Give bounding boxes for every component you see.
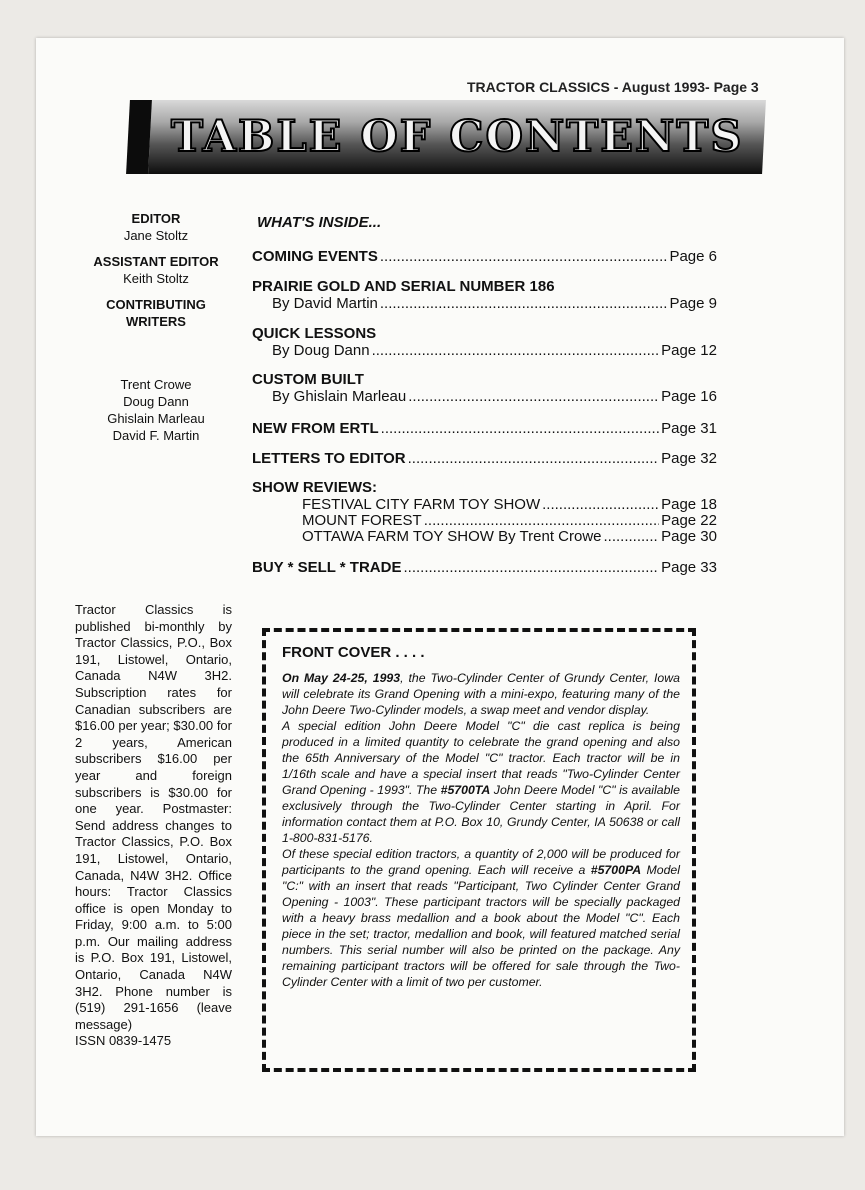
toc-entry-byline: By Doug Dann bbox=[272, 342, 370, 359]
front-cover-text: Model "C:" with an insert that reads "Participant, Two Cylinder Center Grand Opening - 1003". These participant tractors will be specially packaged with a heavy brass medallion and a book about the Model "C". Each piece in the set; tractor, medallion and book, will featured matched serial numbers. This serial number will also be printed on the package. Any remaining participant tractors will be offered for sale through the Two-Cylinder Center with a limit of two per customer. bbox=[282, 863, 680, 989]
toc-entry-page: Page 16 bbox=[661, 388, 717, 405]
contributing-role-line2: WRITERS bbox=[126, 314, 186, 329]
contributing-writers-role bbox=[76, 296, 236, 330]
toc-entry-page: Page 9 bbox=[669, 295, 717, 312]
whats-inside-heading: WHAT'S INSIDE... bbox=[257, 214, 382, 231]
title-banner bbox=[126, 100, 766, 174]
issn: ISSN 0839-1475 bbox=[75, 1033, 172, 1049]
toc-entry-quick-lessons-title[interactable]: QUICK LESSONS bbox=[252, 325, 377, 342]
model-code: #5700PA bbox=[590, 863, 642, 877]
writer-name: David F. Martin bbox=[112, 428, 200, 443]
front-cover-text: A special edition John Deere Model "C" die cast replica is being produced in a limited quantity to celebrate the grand opening and also the 65th Anniversary of the Model "C" tractor. Each tractor will be in 1/16th scale and have a special insert that reads "Two-Cylinder Center Grand Opening - 1993". The bbox=[282, 719, 680, 797]
contributing-role-line1: CONTRIBUTING bbox=[106, 297, 206, 312]
running-head: TRACTOR CLASSICS - August 1993- Page 3 bbox=[467, 79, 759, 95]
toc-entry-label: MOUNT FOREST bbox=[302, 512, 422, 529]
front-cover-date: On May 24-25, 1993 bbox=[282, 671, 401, 685]
front-cover-paragraph bbox=[282, 846, 680, 990]
toc-entry-label: FESTIVAL CITY FARM TOY SHOW bbox=[302, 496, 541, 513]
toc-entry-byline: By David Martin bbox=[272, 295, 378, 312]
front-cover-text: , the Two-Cylinder Center of Grundy Center, Iowa will celebrate its Grand Opening with a mini-expo, featuring many of the John Deere Two-Cylinder models, a swap meet and vendor display. bbox=[282, 671, 680, 717]
front-cover-paragraph bbox=[282, 718, 680, 846]
front-cover-paragraph bbox=[282, 670, 680, 718]
toc-entry-label: COMING EVENTS bbox=[252, 248, 378, 265]
front-cover-text: John Deere Model "C" is available exclusively through the Two-Cylinder Center starting in April. For information contact them at P.O. Box 10, Grundy Center, IA 50638 or call 1-800-831-5176. bbox=[282, 783, 680, 845]
toc-entry-page: Page 31 bbox=[661, 420, 717, 437]
toc-entry-page: Page 6 bbox=[669, 248, 717, 265]
editor-role: EDITOR bbox=[131, 211, 181, 226]
toc-entry-prairie-gold[interactable] bbox=[252, 295, 717, 313]
writer-name: Ghislain Marleau bbox=[107, 411, 205, 426]
toc-entry-new-from-ertl[interactable] bbox=[252, 420, 717, 438]
model-code: #5700TA bbox=[440, 783, 491, 797]
toc-entry-buy-sell-trade[interactable] bbox=[252, 559, 717, 577]
toc-show-reviews-heading: SHOW REVIEWS: bbox=[252, 479, 378, 496]
toc-entry-byline: By Ghislain Marleau bbox=[272, 388, 407, 405]
toc-entry-custom-built[interactable] bbox=[252, 388, 717, 406]
staff-masthead bbox=[76, 210, 236, 444]
publication-colophon bbox=[75, 602, 232, 1050]
assistant-editor-name: Keith Stoltz bbox=[123, 271, 189, 286]
toc-entry-label: OTTAWA FARM TOY SHOW By Trent Crowe bbox=[302, 528, 602, 545]
toc-entry-page: Page 33 bbox=[661, 559, 717, 576]
writer-name: Doug Dann bbox=[123, 394, 189, 409]
assistant-editor-role: ASSISTANT EDITOR bbox=[93, 254, 219, 269]
toc-entry-label: NEW FROM ERTL bbox=[252, 420, 379, 437]
toc-entry-prairie-gold-title[interactable]: PRAIRIE GOLD AND SERIAL NUMBER 186 bbox=[252, 278, 555, 295]
toc-entry-coming-events[interactable] bbox=[252, 248, 717, 266]
toc-entry-page: Page 30 bbox=[661, 528, 717, 545]
colophon-text: Tractor Classics is published bi-monthly by Tractor Classics, P.O., Box 191, Listowel, Ontario, Canada N4W 3H2. Subscription rates for Canadian subscribers are $16.00 per year; $30.00 for 2 years, American subscribers $16.00 per year and foreign subscribers is $30.00 for one year. Postmaster: Send address changes to Tractor Classics, P.O. Box 191, Listowel, Ontario, Canada, N4W 3H2. Office hours: Tractor Classics office is open Monday to Friday, 9:00 a.m. to 5:00 p.m. Our mailing address is P.O. Box 191, Listowel, Ontario, Canada N4W 3H2. Phone number is (519) 291-1656 (leave message) bbox=[75, 602, 232, 1032]
front-cover-title: FRONT COVER . . . . bbox=[282, 644, 425, 661]
writer-name: Trent Crowe bbox=[120, 377, 192, 392]
toc-entry-quick-lessons[interactable] bbox=[252, 342, 717, 360]
toc-entry-custom-built-title[interactable]: CUSTOM BUILT bbox=[252, 371, 364, 388]
toc-entry-letters[interactable] bbox=[252, 450, 717, 468]
toc-entry-page: Page 22 bbox=[661, 512, 717, 529]
toc-entry-label: BUY * SELL * TRADE bbox=[252, 559, 402, 576]
front-cover-body bbox=[282, 670, 680, 990]
toc-entry-page: Page 18 bbox=[661, 496, 717, 513]
banner-title: TABLE OF CONTENTS bbox=[170, 112, 744, 162]
toc-entry-label: LETTERS TO EDITOR bbox=[252, 450, 406, 467]
toc-entry-page: Page 12 bbox=[661, 342, 717, 359]
front-cover-box bbox=[262, 628, 696, 1072]
toc-entry-page: Page 32 bbox=[661, 450, 717, 467]
toc-entry-review-ottawa[interactable] bbox=[252, 528, 717, 546]
front-cover-text: Of these special edition tractors, a quantity of 2,000 will be produced for participants to the grand opening. Each will receive a bbox=[282, 847, 680, 877]
editor-name: Jane Stoltz bbox=[123, 228, 189, 243]
